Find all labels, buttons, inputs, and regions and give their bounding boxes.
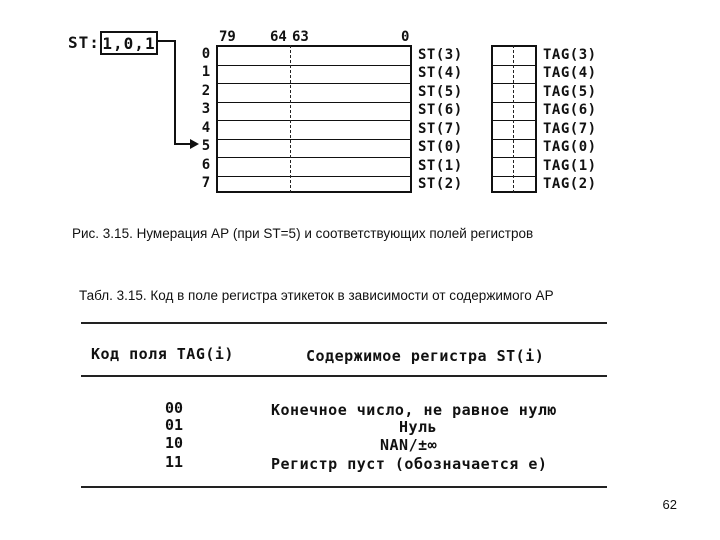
- st-name: ST(2): [418, 176, 463, 192]
- register-index: 2: [201, 83, 211, 99]
- register-index: 7: [201, 175, 211, 191]
- register-index: 6: [201, 157, 211, 173]
- tag-row: [493, 103, 535, 122]
- st-value-box: 1,0,1: [100, 31, 158, 55]
- tag-register: [491, 45, 537, 193]
- register-row: [218, 140, 410, 159]
- tag-name: TAG(3): [543, 47, 597, 63]
- pointer-arrow: [0, 0, 220, 160]
- tag-row: [493, 177, 535, 196]
- tag-name: TAG(4): [543, 65, 597, 81]
- st-name: ST(5): [418, 84, 463, 100]
- tag-row: [493, 121, 535, 140]
- tag-code: 01: [165, 416, 184, 434]
- tag-row: [493, 47, 535, 66]
- register-content: Регистр пуст (обозначается е): [271, 455, 548, 473]
- st-name: ST(6): [418, 102, 463, 118]
- tag-row: [493, 140, 535, 159]
- figure-caption: Рис. 3.15. Нумерация АР (при ST=5) и соответствующих полей регистров: [72, 226, 534, 241]
- register-row: [218, 158, 410, 177]
- st-name: ST(1): [418, 158, 463, 174]
- tag-code: 00: [165, 399, 184, 417]
- st-name: ST(3): [418, 47, 463, 63]
- register-figure: [0, 0, 720, 210]
- bit-label-63: 63: [292, 29, 309, 45]
- table-top-rule: [81, 322, 607, 324]
- tag-name: TAG(6): [543, 102, 597, 118]
- tag-code: 10: [165, 434, 184, 452]
- tag-divider: [513, 45, 514, 193]
- table-bottom-rule: [81, 486, 607, 488]
- column-header-content: Содержимое регистра ST(i): [306, 347, 545, 365]
- register-index: 1: [201, 64, 211, 80]
- tag-name: TAG(2): [543, 176, 597, 192]
- tag-row: [493, 66, 535, 85]
- bit-label-0: 0: [401, 29, 410, 45]
- register-index: 3: [201, 101, 211, 117]
- register-row: [218, 66, 410, 85]
- st-name: ST(4): [418, 65, 463, 81]
- register-stack: [216, 45, 412, 193]
- register-index: 4: [201, 120, 211, 136]
- register-content: Конечное число, не равное нулю: [271, 401, 557, 419]
- st-name: ST(7): [418, 121, 463, 137]
- tag-row: [493, 84, 535, 103]
- tag-name: TAG(5): [543, 84, 597, 100]
- tag-code: 11: [165, 453, 184, 471]
- tag-row: [493, 158, 535, 177]
- table-header-rule: [81, 375, 607, 377]
- register-index: 5: [201, 138, 211, 154]
- register-content: Нуль: [399, 418, 438, 436]
- tag-name: TAG(7): [543, 121, 597, 137]
- register-row: [218, 121, 410, 140]
- register-index: 0: [201, 46, 211, 62]
- register-row: [218, 47, 410, 66]
- bit-label-79: 79: [219, 29, 236, 45]
- table-caption: Табл. 3.15. Код в поле регистра этикеток в зависимости от содержимого АР: [79, 288, 554, 303]
- mantissa-divider: [290, 45, 291, 193]
- register-row: [218, 177, 410, 196]
- register-content: NAN/±∞: [380, 436, 438, 454]
- register-row: [218, 84, 410, 103]
- register-row: [218, 103, 410, 122]
- page-number: 62: [662, 497, 677, 512]
- tag-name: TAG(0): [543, 139, 597, 155]
- st-name: ST(0): [418, 139, 463, 155]
- tag-name: TAG(1): [543, 158, 597, 174]
- column-header-code: Код поля TAG(i): [91, 345, 234, 363]
- bit-label-64: 64: [270, 29, 287, 45]
- st-label: ST:: [68, 33, 100, 52]
